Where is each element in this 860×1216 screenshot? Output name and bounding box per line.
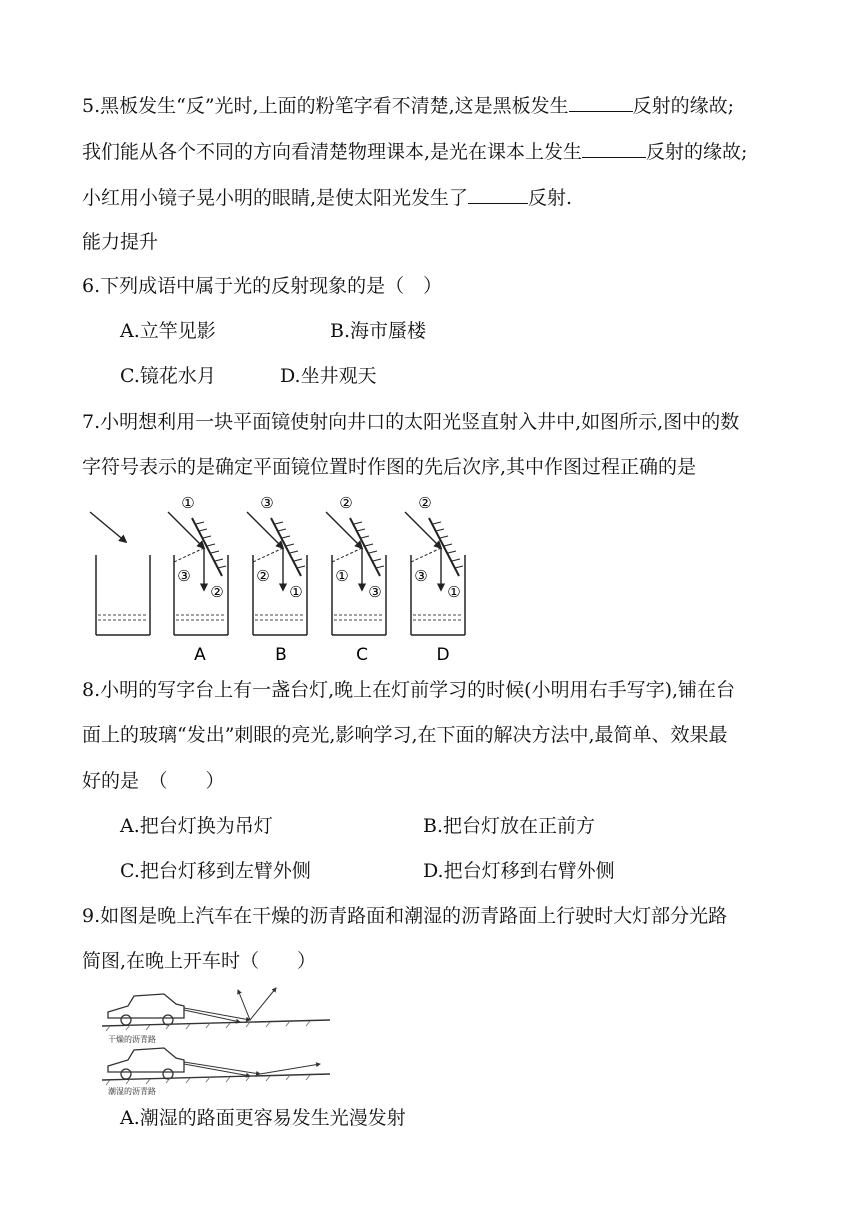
q7-a-label: A bbox=[194, 645, 206, 665]
q7-d-label: D bbox=[436, 645, 450, 665]
q7-d-mark-1: ② bbox=[418, 494, 432, 512]
q9-wet-road-scene bbox=[102, 1048, 330, 1096]
q5-line-3 bbox=[82, 183, 572, 212]
q7-a-mark-1: ① bbox=[181, 494, 195, 512]
q7-c-mark-1: ② bbox=[339, 494, 353, 512]
q8-line-1: 8.小明的写字台上有一盏台灯,晚上在灯前学习的时候(小明用右手写字),铺在台 bbox=[82, 679, 736, 701]
q7-b-mark-2: ② bbox=[256, 567, 270, 585]
q7-panel-original bbox=[90, 512, 150, 635]
q7-c-label: C bbox=[356, 645, 368, 665]
q5-line-2 bbox=[82, 137, 747, 166]
q7-figure bbox=[80, 490, 480, 670]
q7-line-1: 7.小明想利用一块平面镜使射向井口的太阳光竖直射入井中,如图所示,图中的数 bbox=[82, 411, 740, 433]
q7-panel-a bbox=[168, 494, 228, 665]
q5-line-1-tail: 反射的缘故; bbox=[632, 95, 735, 117]
q6-option-d: D.坐井观天 bbox=[280, 365, 377, 387]
q5-blank-3 bbox=[468, 183, 528, 204]
q6-option-a: A.立竿见影 bbox=[120, 320, 216, 342]
q8-option-d: D.把台灯移到右臂外侧 bbox=[423, 860, 615, 882]
q9-option-a: A.潮湿的路面更容易发生光漫发射 bbox=[120, 1107, 406, 1129]
q7-line-2: 字符号表示的是确定平面镜位置时作图的先后次序,其中作图过程正确的是 bbox=[82, 456, 697, 478]
q7-a-mark-2: ③ bbox=[177, 567, 191, 585]
q6-option-c: C.镜花水月 bbox=[120, 365, 216, 387]
q6-stem: 6.下列成语中属于光的反射现象的是（ ） bbox=[82, 275, 443, 297]
q5-blank-2 bbox=[582, 137, 646, 158]
q9-line-2: 简图,在晚上开车时（ ） bbox=[82, 950, 317, 972]
q8-option-b: B.把台灯放在正前方 bbox=[423, 815, 596, 837]
q7-panel-b bbox=[247, 494, 307, 665]
car-icon bbox=[108, 994, 184, 1018]
q6-option-b: B.海市蜃楼 bbox=[330, 320, 427, 342]
q7-panel-d bbox=[405, 494, 465, 665]
q7-d-mark-2: ③ bbox=[414, 567, 428, 585]
q5-line-3-text: 小红用小镜子晃小明的眼睛,是使太阳光发生了 bbox=[82, 187, 469, 209]
q9-figure bbox=[100, 984, 340, 1096]
q7-d-mark-3: ① bbox=[447, 583, 461, 601]
q5-line-1-text: 5.黑板发生“反”光时,上面的粉笔字看不清楚,这是黑板发生 bbox=[82, 95, 569, 117]
section-heading: 能力提升 bbox=[82, 231, 159, 253]
q5-blank-1 bbox=[569, 91, 633, 112]
q8-line-3: 好的是 （ ） bbox=[82, 770, 225, 792]
q7-b-mark-1: ③ bbox=[260, 494, 274, 512]
q9-dry-label: 干燥的沥青路 bbox=[108, 1035, 156, 1044]
q5-line-2-tail: 反射的缘故; bbox=[646, 141, 748, 163]
q9-line-1: 9.如图是晚上汽车在干燥的沥青路面和潮湿的沥青路面上行驶时大灯部分光路 bbox=[82, 905, 728, 927]
q8-option-c: C.把台灯移到左臂外侧 bbox=[120, 860, 311, 882]
q8-option-a: A.把台灯换为吊灯 bbox=[120, 815, 273, 837]
q9-wet-label: 潮湿的沥青路 bbox=[108, 1087, 156, 1096]
car-icon bbox=[108, 1048, 184, 1072]
q7-b-mark-3: ① bbox=[289, 583, 303, 601]
q5-line-1 bbox=[82, 91, 734, 120]
q8-line-2: 面上的玻璃“发出”刺眼的亮光,影响学习,在下面的解决方法中,最简单、效果最 bbox=[82, 724, 728, 746]
q7-c-mark-2: ① bbox=[335, 567, 349, 585]
q7-a-mark-3: ② bbox=[210, 583, 224, 601]
q7-b-label: B bbox=[275, 645, 287, 665]
q7-c-mark-3: ③ bbox=[368, 583, 382, 601]
q5-line-2-text: 我们能从各个不同的方向看清楚物理课本,是光在课本上发生 bbox=[82, 141, 583, 163]
q5-line-3-tail: 反射. bbox=[528, 187, 573, 209]
q9-dry-road-scene bbox=[102, 988, 330, 1044]
q7-panel-c bbox=[326, 494, 386, 665]
